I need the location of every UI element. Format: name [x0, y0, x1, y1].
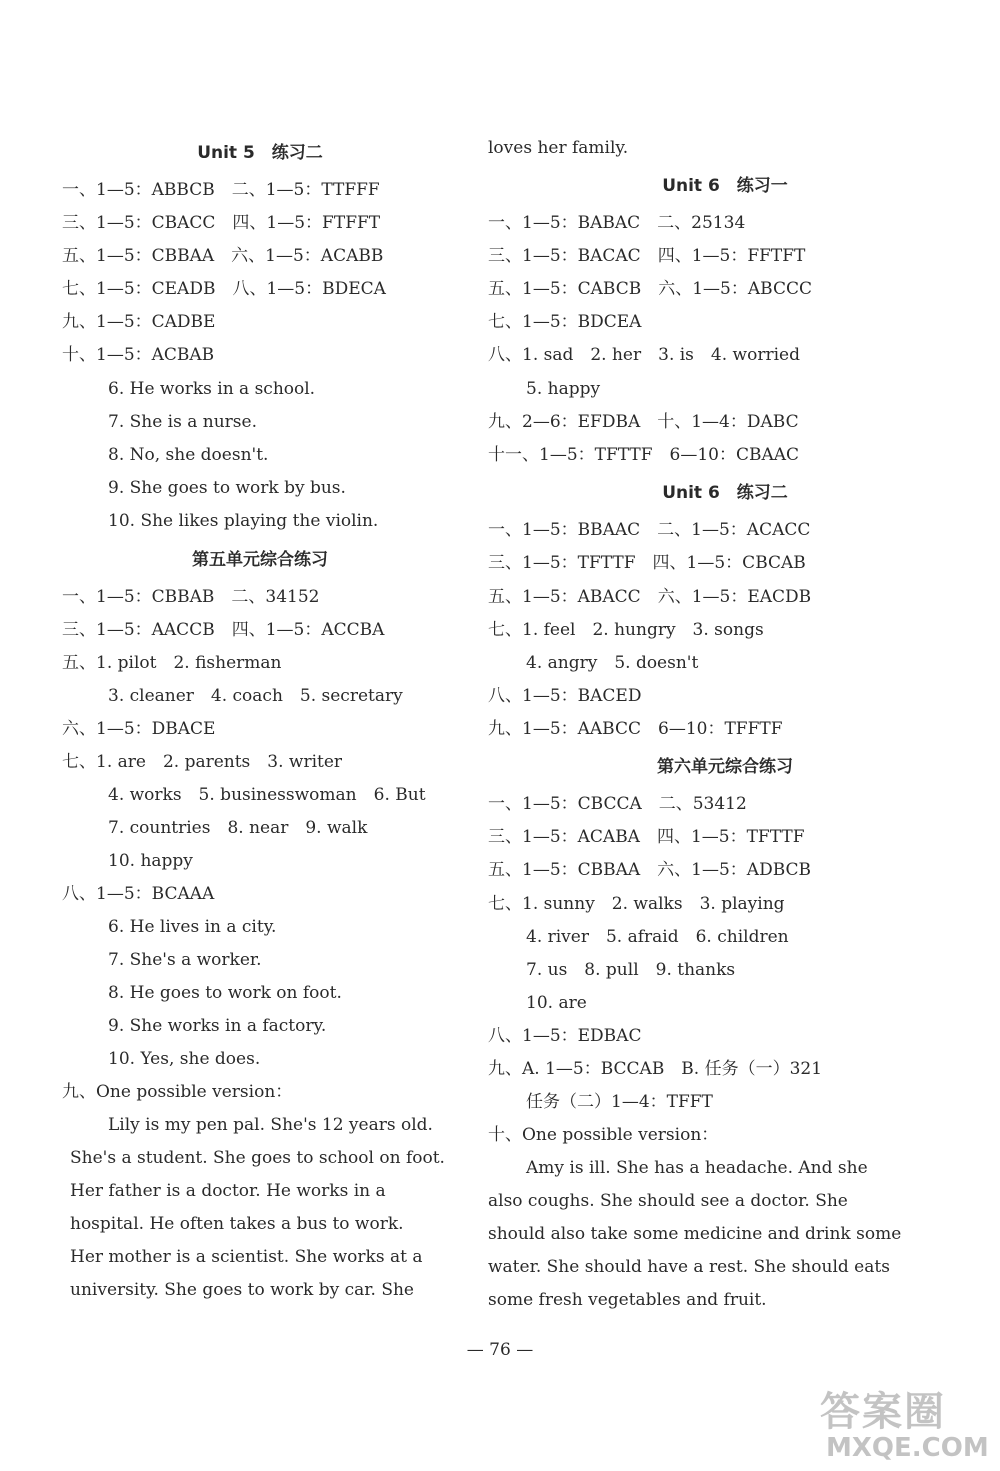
essay-line: Lily is my pen pal. She's 12 years old.: [108, 1115, 433, 1135]
section-heading: 第六单元综合练习: [657, 757, 793, 777]
answer-line: 三、1—5：ACABA 四、1—5：TFTTF: [488, 827, 805, 847]
answer-line: 7. She's a worker.: [108, 950, 262, 970]
answer-line: 一、1—5：BABAC 二、25134: [488, 213, 746, 233]
answer-line: 八、1—5：EDBAC: [488, 1026, 642, 1046]
answer-line: 8. He goes to work on foot.: [108, 983, 342, 1003]
answer-line: 4. river 5. afraid 6. children: [526, 927, 789, 947]
answer-line: 六、1—5：DBACE: [62, 719, 216, 739]
section-heading: Unit 5 练习二: [197, 143, 323, 163]
answer-line: 七、1—5：CEADB 八、1—5：BDECA: [62, 279, 386, 299]
answer-line: 4. angry 5. doesn't: [526, 653, 699, 673]
answer-line: 10. are: [526, 993, 587, 1013]
answer-line: 八、1. sad 2. her 3. is 4. worried: [488, 345, 800, 365]
essay-line: also coughs. She should see a doctor. She: [488, 1191, 848, 1211]
answer-line: 九、One possible version：: [62, 1082, 293, 1102]
answer-line: 三、1—5：AACCB 四、1—5：ACCBA: [62, 620, 385, 640]
answer-line: 3. cleaner 4. coach 5. secretary: [108, 686, 403, 706]
answer-line: 8. No, she doesn't.: [108, 445, 269, 465]
essay-line: some fresh vegetables and fruit.: [488, 1290, 767, 1310]
answer-line: 七、1—5：BDCEA: [488, 312, 642, 332]
answer-line: 5. happy: [526, 379, 601, 399]
answer-line: 三、1—5：TFTTF 四、1—5：CBCAB: [488, 553, 806, 573]
answer-line: 五、1—5：CBBAA 六、1—5：ADBCB: [488, 860, 812, 880]
page-number: — 76 —: [466, 1340, 534, 1360]
answer-line: 6. He lives in a city.: [108, 917, 277, 937]
answer-line: 任务（二）1—4：TFFT: [526, 1092, 713, 1112]
answer-line: 7. countries 8. near 9. walk: [108, 818, 368, 838]
answer-line: 七、1. sunny 2. walks 3. playing: [488, 894, 785, 914]
answer-line: 9. She works in a factory.: [108, 1016, 327, 1036]
answer-line: 八、1—5：BCAAA: [62, 884, 215, 904]
answer-line: 10. She likes playing the violin.: [108, 511, 379, 531]
answer-line: 一、1—5：BBAAC 二、1—5：ACACC: [488, 520, 811, 540]
answer-line: 一、1—5：ABBCB 二、1—5：TTFFF: [62, 180, 380, 200]
answer-line: 七、1. feel 2. hungry 3. songs: [488, 620, 764, 640]
answer-line: 一、1—5：CBCCA 二、53412: [488, 794, 747, 814]
section-heading: Unit 6 练习一: [662, 176, 788, 196]
answer-line: 八、1—5：BACED: [488, 686, 642, 706]
answer-line: 9. She goes to work by bus.: [108, 478, 346, 498]
watermark-logo: [820, 1390, 995, 1468]
section-heading: Unit 6 练习二: [662, 483, 788, 503]
essay-line: hospital. He often takes a bus to work.: [70, 1214, 404, 1234]
answer-line: 10. happy: [108, 851, 193, 871]
essay-line: Amy is ill. She has a headache. And she: [526, 1158, 868, 1178]
answer-line: 七、1. are 2. parents 3. writer: [62, 752, 343, 772]
answer-line: 7. She is a nurse.: [108, 412, 257, 432]
section-heading: 第五单元综合练习: [192, 550, 328, 570]
answer-line: 九、1—5：CADBE: [62, 312, 216, 332]
answer-line: 九、2—6：EFDBA 十、1—4：DABC: [488, 412, 799, 432]
answer-line: 十、One possible version：: [488, 1125, 719, 1145]
essay-line: She's a student. She goes to school on foot.: [70, 1148, 445, 1168]
watermark-title: 答案圈: [820, 1389, 946, 1435]
answer-line: 7. us 8. pull 9. thanks: [526, 960, 736, 980]
essay-line: water. She should have a rest. She should eats: [488, 1257, 890, 1277]
watermark-domain: MXQE.COM: [826, 1433, 989, 1463]
answer-line: 五、1—5：CABCB 六、1—5：ABCCC: [488, 279, 812, 299]
essay-line: should also take some medicine and drink some: [488, 1224, 902, 1244]
essay-line: university. She goes to work by car. She: [70, 1280, 414, 1300]
answer-line: 九、A. 1—5：BCCAB B. 任务（一）321: [488, 1059, 823, 1079]
answer-line: 五、1—5：CBBAA 六、1—5：ACABB: [62, 246, 384, 266]
answer-line: 6. He works in a school.: [108, 379, 316, 399]
essay-line: Her mother is a scientist. She works at a: [70, 1247, 423, 1267]
answer-line: 十一、1—5：TFTTF 6—10：CBAAC: [488, 445, 800, 465]
answer-line: 三、1—5：BACAC 四、1—5：FFTFT: [488, 246, 806, 266]
answer-line: 10. Yes, she does.: [108, 1049, 261, 1069]
answer-line: 九、1—5：AABCC 6—10：TFFTF: [488, 719, 783, 739]
answer-line: 五、1—5：ABACC 六、1—5：EACDB: [488, 587, 812, 607]
answer-line: 三、1—5：CBACC 四、1—5：FTFFT: [62, 213, 381, 233]
answer-line: 五、1. pilot 2. fisherman: [62, 653, 282, 673]
essay-line: loves her family.: [488, 138, 629, 158]
essay-line: Her father is a doctor. He works in a: [70, 1181, 386, 1201]
answer-line: 一、1—5：CBBAB 二、34152: [62, 587, 320, 607]
answer-line: 十、1—5：ACBAB: [62, 345, 215, 365]
answer-line: 4. works 5. businesswoman 6. But: [108, 785, 426, 805]
